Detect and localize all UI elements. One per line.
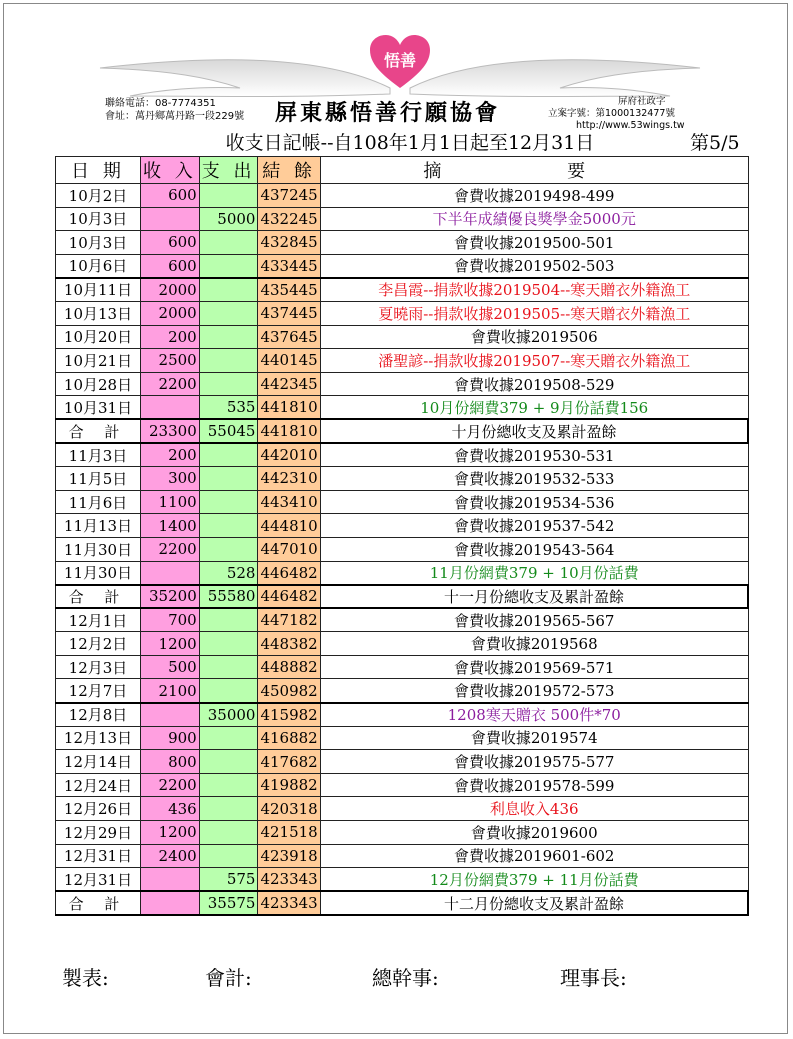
table-row bbox=[56, 207, 749, 231]
income-cell: 600 bbox=[141, 254, 200, 278]
reg-authority: 屏府社政字 bbox=[618, 96, 666, 107]
balance-cell: 446482 bbox=[258, 585, 320, 609]
income-cell: 1100 bbox=[141, 490, 200, 514]
memo-cell: 十月份總收支及累計盈餘 bbox=[320, 419, 748, 443]
reg-number: 立案字號：第1000132477號 bbox=[548, 108, 675, 119]
balance-cell: 417682 bbox=[258, 750, 320, 774]
table-row bbox=[56, 608, 749, 632]
date-cell: 10月6日 bbox=[56, 254, 141, 278]
balance-cell: 423343 bbox=[258, 868, 320, 892]
date-cell: 12月1日 bbox=[56, 608, 141, 632]
date-cell: 11月6日 bbox=[56, 490, 141, 514]
expense-cell bbox=[199, 467, 258, 491]
date-cell: 合 計 bbox=[56, 891, 141, 915]
sig-accountant: 會計: bbox=[205, 966, 252, 990]
balance-cell: 442010 bbox=[258, 443, 320, 467]
table-row bbox=[56, 443, 749, 467]
date-cell: 12月31日 bbox=[56, 844, 141, 868]
balance-cell: 423343 bbox=[258, 891, 320, 915]
expense-cell bbox=[199, 608, 258, 632]
income-cell: 2200 bbox=[141, 537, 200, 561]
memo-cell: 會費收據2019498-499 bbox=[320, 184, 748, 208]
logo-text: 悟善 bbox=[383, 51, 416, 70]
date-cell: 12月26日 bbox=[56, 797, 141, 821]
ledger-table bbox=[55, 156, 749, 916]
date-cell: 10月11日 bbox=[56, 278, 141, 302]
table-row bbox=[56, 231, 749, 255]
memo-cell: 會費收據2019578-599 bbox=[320, 773, 748, 797]
memo-cell: 會費收據2019569-571 bbox=[320, 655, 748, 679]
table-row bbox=[56, 514, 749, 538]
table-row bbox=[56, 301, 749, 325]
memo-cell: 會費收據2019532-533 bbox=[320, 467, 748, 491]
table-row bbox=[56, 325, 749, 349]
income-cell: 600 bbox=[141, 184, 200, 208]
expense-cell bbox=[199, 443, 258, 467]
date-cell: 11月13日 bbox=[56, 514, 141, 538]
expense-cell bbox=[199, 514, 258, 538]
income-cell bbox=[141, 561, 200, 585]
income-cell: 300 bbox=[141, 467, 200, 491]
table-row bbox=[56, 561, 749, 585]
date-cell: 10月2日 bbox=[56, 184, 141, 208]
total-row bbox=[56, 419, 749, 443]
income-cell: 1400 bbox=[141, 514, 200, 538]
date-cell: 12月13日 bbox=[56, 726, 141, 750]
memo-cell: 會費收據2019601-602 bbox=[320, 844, 748, 868]
balance-cell: 421518 bbox=[258, 821, 320, 845]
table-row bbox=[56, 844, 749, 868]
table-row bbox=[56, 703, 749, 727]
balance-cell: 444810 bbox=[258, 514, 320, 538]
income-cell: 500 bbox=[141, 655, 200, 679]
table-row bbox=[56, 773, 749, 797]
table-row bbox=[56, 537, 749, 561]
table-row bbox=[56, 632, 749, 656]
balance-cell: 443410 bbox=[258, 490, 320, 514]
date-cell: 10月3日 bbox=[56, 207, 141, 231]
income-cell: 600 bbox=[141, 231, 200, 255]
memo-cell: 會費收據2019575-577 bbox=[320, 750, 748, 774]
balance-cell: 432245 bbox=[258, 207, 320, 231]
table-row bbox=[56, 679, 749, 703]
sig-prepared: 製表: bbox=[62, 966, 109, 990]
balance-cell: 432845 bbox=[258, 231, 320, 255]
table-row bbox=[56, 254, 749, 278]
memo-cell: 會費收據2019530-531 bbox=[320, 443, 748, 467]
col-expense: 支 出 bbox=[199, 157, 258, 184]
heart-logo-icon bbox=[368, 34, 432, 90]
table-row bbox=[56, 868, 749, 892]
expense-cell: 575 bbox=[199, 868, 258, 892]
income-cell bbox=[141, 396, 200, 420]
expense-cell bbox=[199, 490, 258, 514]
date-cell: 10月21日 bbox=[56, 349, 141, 373]
balance-cell: 447010 bbox=[258, 537, 320, 561]
date-cell: 12月24日 bbox=[56, 773, 141, 797]
table-row bbox=[56, 467, 749, 491]
income-cell: 2200 bbox=[141, 372, 200, 396]
memo-cell: 會費收據2019574 bbox=[320, 726, 748, 750]
date-cell: 10月31日 bbox=[56, 396, 141, 420]
header-row bbox=[56, 157, 749, 184]
balance-cell: 442310 bbox=[258, 467, 320, 491]
expense-cell bbox=[199, 844, 258, 868]
expense-cell bbox=[199, 797, 258, 821]
total-row bbox=[56, 891, 749, 915]
memo-cell: 會費收據2019534-536 bbox=[320, 490, 748, 514]
date-cell: 10月3日 bbox=[56, 231, 141, 255]
expense-cell: 35000 bbox=[199, 703, 258, 727]
income-cell bbox=[141, 703, 200, 727]
registration-info bbox=[548, 96, 685, 132]
income-cell: 2100 bbox=[141, 679, 200, 703]
balance-cell: 433445 bbox=[258, 254, 320, 278]
balance-cell: 437245 bbox=[258, 184, 320, 208]
expense-cell bbox=[199, 231, 258, 255]
expense-cell: 55580 bbox=[199, 585, 258, 609]
date-cell: 11月3日 bbox=[56, 443, 141, 467]
table-row bbox=[56, 726, 749, 750]
memo-cell: 會費收據2019543-564 bbox=[320, 537, 748, 561]
balance-cell: 442345 bbox=[258, 372, 320, 396]
date-cell: 12月3日 bbox=[56, 655, 141, 679]
table-row bbox=[56, 490, 749, 514]
income-cell: 1200 bbox=[141, 821, 200, 845]
table-row bbox=[56, 821, 749, 845]
balance-cell: 450982 bbox=[258, 679, 320, 703]
date-cell: 12月29日 bbox=[56, 821, 141, 845]
table-row bbox=[56, 655, 749, 679]
income-cell: 700 bbox=[141, 608, 200, 632]
expense-cell: 55045 bbox=[199, 419, 258, 443]
expense-cell bbox=[199, 325, 258, 349]
balance-cell: 437645 bbox=[258, 325, 320, 349]
income-cell: 436 bbox=[141, 797, 200, 821]
income-cell: 900 bbox=[141, 726, 200, 750]
col-balance: 結 餘 bbox=[258, 157, 320, 184]
date-cell: 12月2日 bbox=[56, 632, 141, 656]
income-cell bbox=[141, 207, 200, 231]
balance-cell: 448882 bbox=[258, 655, 320, 679]
memo-cell: 會費收據2019537-542 bbox=[320, 514, 748, 538]
date-cell: 10月20日 bbox=[56, 325, 141, 349]
memo-cell: 會費收據2019508-529 bbox=[320, 372, 748, 396]
date-cell: 10月13日 bbox=[56, 301, 141, 325]
expense-cell bbox=[199, 726, 258, 750]
balance-cell: 420318 bbox=[258, 797, 320, 821]
balance-cell: 440145 bbox=[258, 349, 320, 373]
col-income: 收 入 bbox=[141, 157, 200, 184]
memo-cell: 十二月份總收支及累計盈餘 bbox=[320, 891, 748, 915]
income-cell: 2000 bbox=[141, 278, 200, 302]
memo-cell: 10月份網費379 + 9月份話費156 bbox=[320, 396, 748, 420]
date-cell: 合 計 bbox=[56, 585, 141, 609]
memo-cell: 夏曉雨--捐款收據2019505--寒天贈衣外籍漁工 bbox=[320, 301, 748, 325]
date-cell: 12月8日 bbox=[56, 703, 141, 727]
table-row bbox=[56, 396, 749, 420]
memo-cell: 會費收據2019502-503 bbox=[320, 254, 748, 278]
expense-cell: 528 bbox=[199, 561, 258, 585]
memo-cell: 會費收據2019565-567 bbox=[320, 608, 748, 632]
income-cell: 200 bbox=[141, 325, 200, 349]
address-text: 會址：萬丹鄉萬丹路一段229號 bbox=[105, 111, 245, 122]
balance-cell: 447182 bbox=[258, 608, 320, 632]
expense-cell bbox=[199, 655, 258, 679]
col-date: 日 期 bbox=[56, 157, 141, 184]
expense-cell bbox=[199, 821, 258, 845]
memo-cell: 會費收據2019568 bbox=[320, 632, 748, 656]
table-row bbox=[56, 184, 749, 208]
income-cell: 23300 bbox=[141, 419, 200, 443]
expense-cell bbox=[199, 537, 258, 561]
table-row bbox=[56, 797, 749, 821]
income-cell: 200 bbox=[141, 443, 200, 467]
date-cell: 11月30日 bbox=[56, 561, 141, 585]
memo-cell: 1208寒天贈衣 500件*70 bbox=[320, 703, 748, 727]
expense-cell bbox=[199, 278, 258, 302]
phone-text: 聯絡電話：08-7774351 bbox=[105, 98, 216, 109]
balance-cell: 423918 bbox=[258, 844, 320, 868]
table-row bbox=[56, 278, 749, 302]
memo-cell: 李昌霞--捐款收據2019504--寒天贈衣外籍漁工 bbox=[320, 278, 748, 302]
date-cell: 11月5日 bbox=[56, 467, 141, 491]
balance-cell: 416882 bbox=[258, 726, 320, 750]
contact-info bbox=[105, 97, 244, 123]
expense-cell: 5000 bbox=[199, 207, 258, 231]
date-cell: 12月31日 bbox=[56, 868, 141, 892]
balance-cell: 415982 bbox=[258, 703, 320, 727]
memo-cell: 十一月份總收支及累計盈餘 bbox=[320, 585, 748, 609]
total-row bbox=[56, 585, 749, 609]
balance-cell: 446482 bbox=[258, 561, 320, 585]
expense-cell bbox=[199, 184, 258, 208]
memo-cell: 下半年成績優良獎學金5000元 bbox=[320, 207, 748, 231]
website-text: http://www.53wings.tw bbox=[576, 120, 685, 131]
expense-cell bbox=[199, 254, 258, 278]
date-cell: 12月7日 bbox=[56, 679, 141, 703]
income-cell: 1200 bbox=[141, 632, 200, 656]
expense-cell bbox=[199, 679, 258, 703]
income-cell: 35200 bbox=[141, 585, 200, 609]
income-cell: 2500 bbox=[141, 349, 200, 373]
income-cell: 2000 bbox=[141, 301, 200, 325]
balance-cell: 448382 bbox=[258, 632, 320, 656]
memo-cell: 12月份網費379 + 11月份話費 bbox=[320, 868, 748, 892]
expense-cell: 35575 bbox=[199, 891, 258, 915]
expense-cell bbox=[199, 301, 258, 325]
page-title: 收支日記帳--自108年1月1日起至12月31日 bbox=[225, 132, 595, 154]
page-number: 第5/5 bbox=[690, 132, 740, 154]
memo-cell: 11月份網費379 + 10月份話費 bbox=[320, 561, 748, 585]
income-cell bbox=[141, 868, 200, 892]
balance-cell: 419882 bbox=[258, 773, 320, 797]
org-name: 屏東縣悟善行願協會 bbox=[275, 100, 501, 126]
balance-cell: 437445 bbox=[258, 301, 320, 325]
income-cell: 800 bbox=[141, 750, 200, 774]
col-memo: 摘 要 bbox=[320, 157, 748, 184]
sig-secretary: 總幹事: bbox=[372, 966, 439, 990]
balance-cell: 441810 bbox=[258, 396, 320, 420]
income-cell: 2200 bbox=[141, 773, 200, 797]
date-cell: 10月28日 bbox=[56, 372, 141, 396]
expense-cell: 535 bbox=[199, 396, 258, 420]
date-cell: 合 計 bbox=[56, 419, 141, 443]
table-row bbox=[56, 750, 749, 774]
table-row bbox=[56, 372, 749, 396]
memo-cell: 會費收據2019500-501 bbox=[320, 231, 748, 255]
date-cell: 12月14日 bbox=[56, 750, 141, 774]
expense-cell bbox=[199, 372, 258, 396]
memo-cell: 會費收據2019600 bbox=[320, 821, 748, 845]
income-cell: 2400 bbox=[141, 844, 200, 868]
sig-chairman: 理事長: bbox=[560, 966, 627, 990]
expense-cell bbox=[199, 750, 258, 774]
expense-cell bbox=[199, 632, 258, 656]
balance-cell: 441810 bbox=[258, 419, 320, 443]
date-cell: 11月30日 bbox=[56, 537, 141, 561]
expense-cell bbox=[199, 349, 258, 373]
memo-cell: 會費收據2019506 bbox=[320, 325, 748, 349]
balance-cell: 435445 bbox=[258, 278, 320, 302]
memo-cell: 會費收據2019572-573 bbox=[320, 679, 748, 703]
expense-cell bbox=[199, 773, 258, 797]
memo-cell: 利息收入436 bbox=[320, 797, 748, 821]
memo-cell: 潘聖諺--捐款收據2019507--寒天贈衣外籍漁工 bbox=[320, 349, 748, 373]
income-cell bbox=[141, 891, 200, 915]
table-row bbox=[56, 349, 749, 373]
